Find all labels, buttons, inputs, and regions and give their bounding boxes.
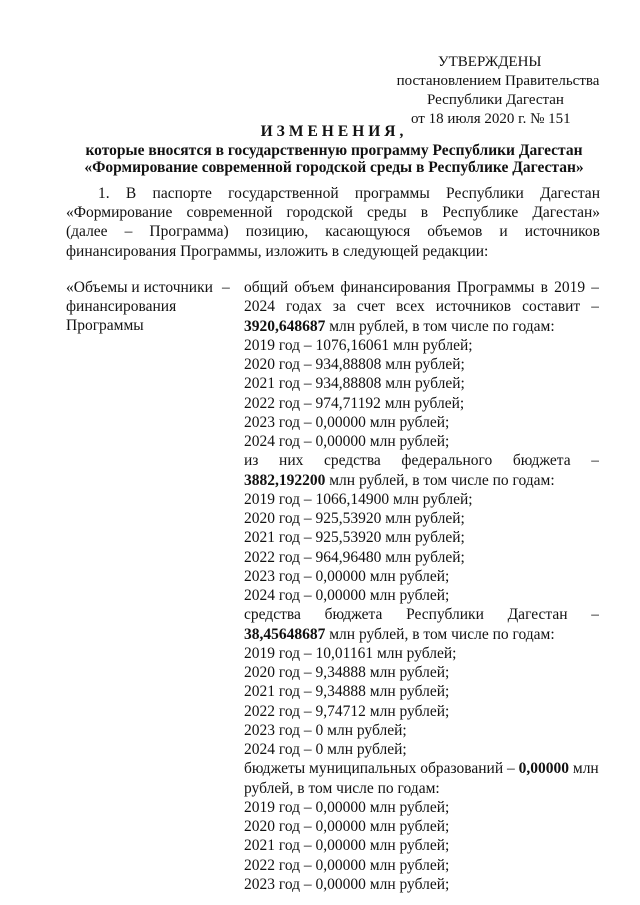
municipal-line-2: рублей, в том числе по годам: — [244, 779, 440, 797]
republic-year-line: 2019 год – 10,01161 млн рублей; — [244, 644, 457, 662]
republic-year-line: 2023 год – 0 млн рублей; — [244, 721, 407, 739]
approval-date: от 18 июля 2020 г. № 151 — [411, 111, 571, 127]
federal-year-line: 2023 год – 0,00000 млн рублей; — [244, 567, 450, 585]
republic-line-1: средства бюджета Республики Дагестан – — [244, 606, 599, 624]
passport-label — [66, 278, 236, 335]
republic-year-line: 2021 год – 9,34888 млн рублей; — [244, 683, 450, 701]
municipal-year-line: 2019 год – 0,00000 млн рублей; — [244, 798, 450, 816]
passport-label-line: финансирования — [66, 298, 177, 315]
municipal-suffix: млн — [569, 760, 599, 778]
label-dash: – — [222, 279, 230, 296]
republic-year-line: 2024 год – 0 млн рублей; — [244, 741, 407, 758]
municipal-year-line: 2020 год – 0,00000 млн рублей; — [244, 818, 450, 835]
municipal-year-line: 2023 год – 0,00000 млн рублей; — [244, 875, 450, 893]
passport-label-line: Программы — [66, 317, 144, 334]
paragraph-line: «Формирование современной городской среды в Республике Дагестан» — [66, 204, 600, 222]
total-amount-suffix: млн рублей, в том числе по годам: — [325, 317, 555, 335]
document-subtitle-line-2: «Формирование современной городской среды в Республике Дагестан» — [84, 159, 584, 176]
approval-line-2: постановлением Правительства — [396, 73, 600, 89]
federal-amount: 3882,192200 — [244, 471, 326, 489]
municipal-year-line: 2021 год – 0,00000 млн рублей; — [244, 837, 450, 855]
approval-stamp — [383, 53, 613, 129]
federal-year-line: 2020 год – 925,53920 млн рублей; — [244, 510, 465, 527]
republic-year-line: 2020 год – 9,34888 млн рублей; — [244, 664, 450, 681]
approval-line-3: Республики Дагестан — [427, 92, 564, 108]
total-year-line: 2024 год – 0,00000 млн рублей; — [244, 433, 450, 450]
republic-year-line: 2022 год – 9,74712 млн рублей; — [244, 702, 450, 720]
approval-heading: УТВЕРЖДЕНЫ — [438, 54, 542, 70]
total-year-line: 2021 год – 934,88808 млн рублей; — [244, 375, 465, 393]
paragraph-line: финансирования Программы, изложить в следующей редакции: — [66, 242, 489, 260]
paragraph-line: (далее – Программа) позицию, касающуюся объемов и источников — [66, 223, 600, 241]
total-year-line: 2019 год – 1076,16061 млн рублей; — [244, 336, 473, 354]
total-line-2: 2024 годах за счет всех источников составит – — [244, 298, 599, 316]
document-subtitle-line-1: которые вносятся в государственную программу Республики Дагестан — [85, 142, 583, 159]
federal-year-line: 2022 год – 964,96480 млн рублей; — [244, 548, 465, 566]
federal-amount-suffix: млн рублей, в том числе по годам: — [325, 471, 555, 489]
total-year-line: 2020 год – 934,88808 млн рублей; — [244, 356, 465, 373]
municipal-year-line: 2022 год – 0,00000 млн рублей; — [244, 856, 450, 874]
republic-amount-suffix: млн рублей, в том числе по годам: — [325, 625, 555, 643]
republic-amount-line — [244, 625, 599, 644]
paragraph-line: 1. В паспорте государственной программы Республики Дагестан — [98, 185, 600, 202]
total-line-1: общий объем финансирования Программы в 2019 – — [244, 279, 599, 296]
total-amount: 3920,648687 — [244, 317, 326, 335]
passport-value — [244, 278, 599, 894]
federal-year-line: 2024 год – 0,00000 млн рублей; — [244, 587, 450, 604]
municipal-amount: 0,00000 — [518, 760, 570, 778]
document-title: ИЗМЕНЕНИЯ, — [260, 123, 408, 140]
municipal-prefix: бюджеты муниципальных образований – — [244, 760, 519, 778]
municipal-line-1 — [244, 759, 599, 778]
intro-paragraph — [66, 184, 600, 261]
total-amount-line — [244, 317, 599, 336]
total-year-line: 2023 год – 0,00000 млн рублей; — [244, 413, 450, 431]
federal-year-line: 2021 год – 925,53920 млн рублей; — [244, 529, 465, 547]
federal-line-1: из них средства федерального бюджета – — [244, 452, 599, 470]
passport-label-line: «Объемы и источники — [66, 279, 213, 296]
federal-year-line: 2019 год – 1066,14900 млн рублей; — [244, 490, 473, 508]
republic-amount: 38,45648687 — [244, 625, 326, 643]
federal-amount-line — [244, 471, 599, 490]
total-year-line: 2022 год – 974,71192 млн рублей; — [244, 394, 465, 412]
